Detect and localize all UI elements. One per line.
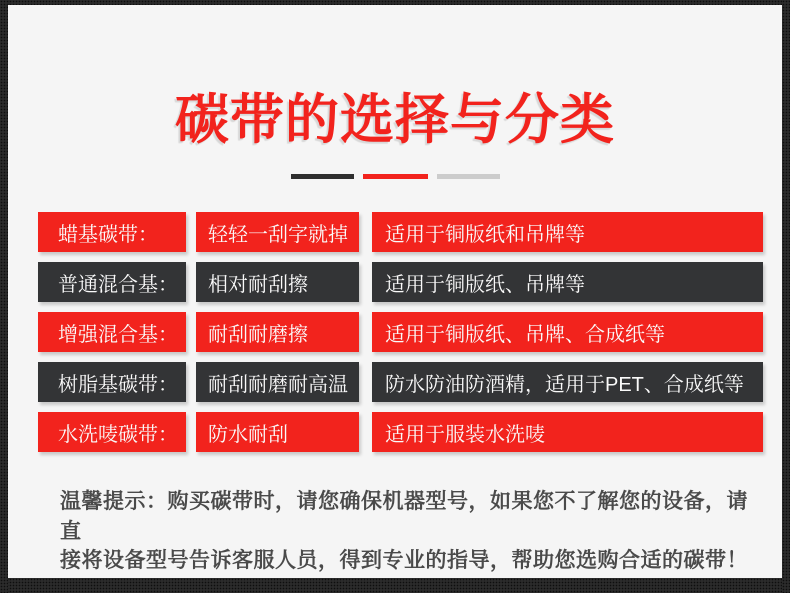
ribbon-type-label: 水洗唛碳带：: [38, 412, 186, 452]
page-title: 碳带的选择与分类: [175, 90, 615, 150]
table-row-wax: [38, 212, 763, 252]
frame-left-bar: [0, 0, 8, 593]
ribbon-usage-label: 适用于铜版纸和吊牌等: [372, 212, 763, 252]
ribbon-feature-label: 耐刮耐磨耐高温: [196, 362, 359, 402]
title-divider: [0, 174, 790, 179]
divider-bar-gray: [437, 174, 500, 179]
table-row-mixed: [38, 262, 763, 302]
ribbon-feature-label: 轻轻一刮字就掉: [196, 212, 359, 252]
warm-tip: [60, 487, 750, 576]
ribbon-usage-label: 适用于铜版纸、吊牌、合成纸等: [372, 312, 763, 352]
table-row-resin: [38, 362, 763, 402]
ribbon-type-label: 普通混合基：: [38, 262, 186, 302]
ribbon-feature-label: 相对耐刮擦: [196, 262, 359, 302]
ribbon-type-label: 蜡基碳带：: [38, 212, 186, 252]
ribbon-type-label: 增强混合基：: [38, 312, 186, 352]
ribbon-feature-label: 防水耐刮: [196, 412, 359, 452]
frame-top-bar: [0, 0, 790, 5]
frame-right-bar: [782, 0, 790, 593]
ribbon-type-label: 树脂基碳带：: [38, 362, 186, 402]
table-row-wash-label: [38, 412, 763, 452]
divider-bar-red: [363, 174, 428, 179]
frame-bottom-bar: [0, 578, 790, 593]
ribbon-feature-label: 耐刮耐磨擦: [196, 312, 359, 352]
table-row-enhanced-mixed: [38, 312, 763, 352]
ribbon-usage-label: 适用于铜版纸、吊牌等: [372, 262, 763, 302]
ribbon-usage-label: 防水防油防酒精，适用于PET、合成纸等: [372, 362, 763, 402]
ribbon-table: [38, 212, 763, 462]
divider-bar-dark: [291, 174, 354, 179]
warm-tip-line-2: 接将设备型号告诉客服人员，得到专业的指导，帮助您选购合适的碳带！: [60, 549, 748, 572]
warm-tip-line-1: 温馨提示：购买碳带时，请您确保机器型号，如果您不了解您的设备，请直: [60, 490, 748, 543]
ribbon-usage-label: 适用于服装水洗唛: [372, 412, 763, 452]
